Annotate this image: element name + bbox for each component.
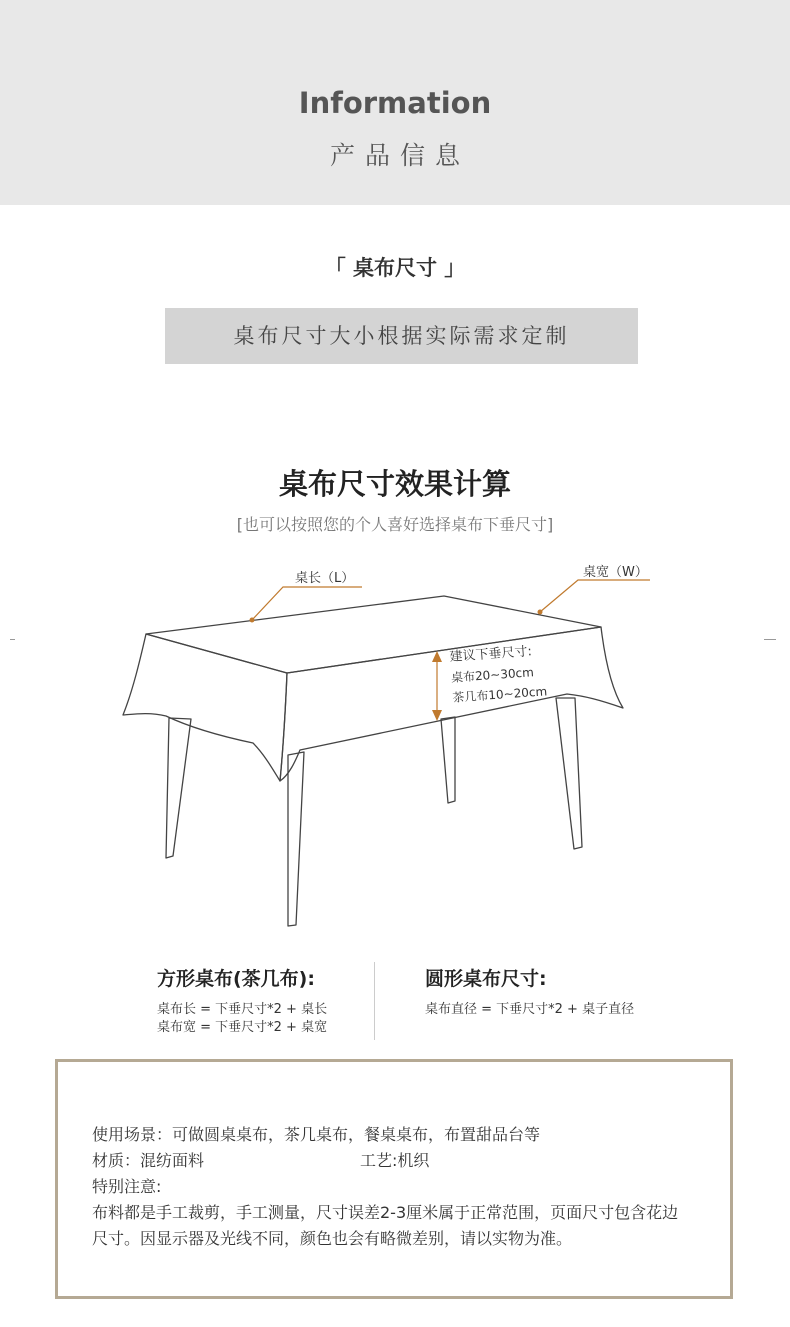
calculator-subtitle: [也可以按照您的个人喜好选择桌布下垂尺寸] xyxy=(236,515,554,534)
drop-title: 建议下垂尺寸: xyxy=(449,644,533,665)
usage-text: 使用场景：可做圆桌桌布，茶几桌布，餐桌桌布，布置甜品台等 xyxy=(92,1125,541,1144)
width-callout-line xyxy=(540,580,650,612)
craft-text: 工艺:机织 xyxy=(360,1151,430,1170)
notice-line-1: 布料都是手工裁剪，手工测量，尺寸误差2-3厘米属于正常范围，页面尺寸包含花边 xyxy=(92,1203,679,1222)
square-formula xyxy=(157,964,327,1037)
length-callout-dot xyxy=(250,618,255,623)
table-leg-back-mid xyxy=(441,717,455,803)
width-callout-dot xyxy=(538,610,543,615)
notice-line-2: 尺寸。因显示器及光线不同，颜色也会有略微差别，请以实物为准。 xyxy=(92,1229,573,1248)
notice-title: 特别注意: xyxy=(92,1177,162,1196)
calculator-title: 桌布尺寸效果计算 xyxy=(278,467,511,501)
formula-divider xyxy=(374,962,375,1040)
table-leg-front-right xyxy=(288,752,304,926)
table-diagram xyxy=(0,545,790,935)
round-formula-diameter: 桌布直径 = 下垂尺寸*2 + 桌子直径 xyxy=(425,1002,635,1017)
product-info-box xyxy=(55,1059,733,1299)
round-formula xyxy=(425,964,634,1019)
square-formula-length: 桌布长 = 下垂尺寸*2 + 桌长 xyxy=(157,1002,328,1017)
header-title-en: Information xyxy=(298,86,492,120)
left-drape xyxy=(123,634,287,781)
table-leg-back-right xyxy=(556,698,582,849)
table-width-label: 桌宽（W） xyxy=(583,565,648,580)
header-title-cn: 产品信息 xyxy=(329,141,470,170)
size-section-title: 「 桌布尺寸 」 xyxy=(324,256,466,280)
round-formula-heading: 圆形桌布尺寸: xyxy=(425,968,547,990)
product-info-text xyxy=(92,1122,722,1252)
drop-arrow-top xyxy=(432,651,442,662)
header-banner xyxy=(0,0,790,205)
table-leg-front-left xyxy=(166,718,191,858)
material-row xyxy=(92,1148,722,1174)
table-length-label: 桌长（L） xyxy=(295,571,355,586)
material-text: 材质：混纺面料 xyxy=(92,1151,205,1170)
drop-suggestion xyxy=(449,641,548,707)
length-callout-line xyxy=(252,587,362,620)
square-formula-width: 桌布宽 = 下垂尺寸*2 + 桌宽 xyxy=(157,1020,328,1035)
drop-tablecloth: 桌布20~30cm xyxy=(450,665,535,685)
drop-coffee: 茶几布10~20cm xyxy=(451,684,548,705)
square-formula-heading: 方形桌布(茶几布): xyxy=(157,968,315,990)
custom-size-banner: 桌布尺寸大小根据实际需求定制 xyxy=(165,308,638,364)
